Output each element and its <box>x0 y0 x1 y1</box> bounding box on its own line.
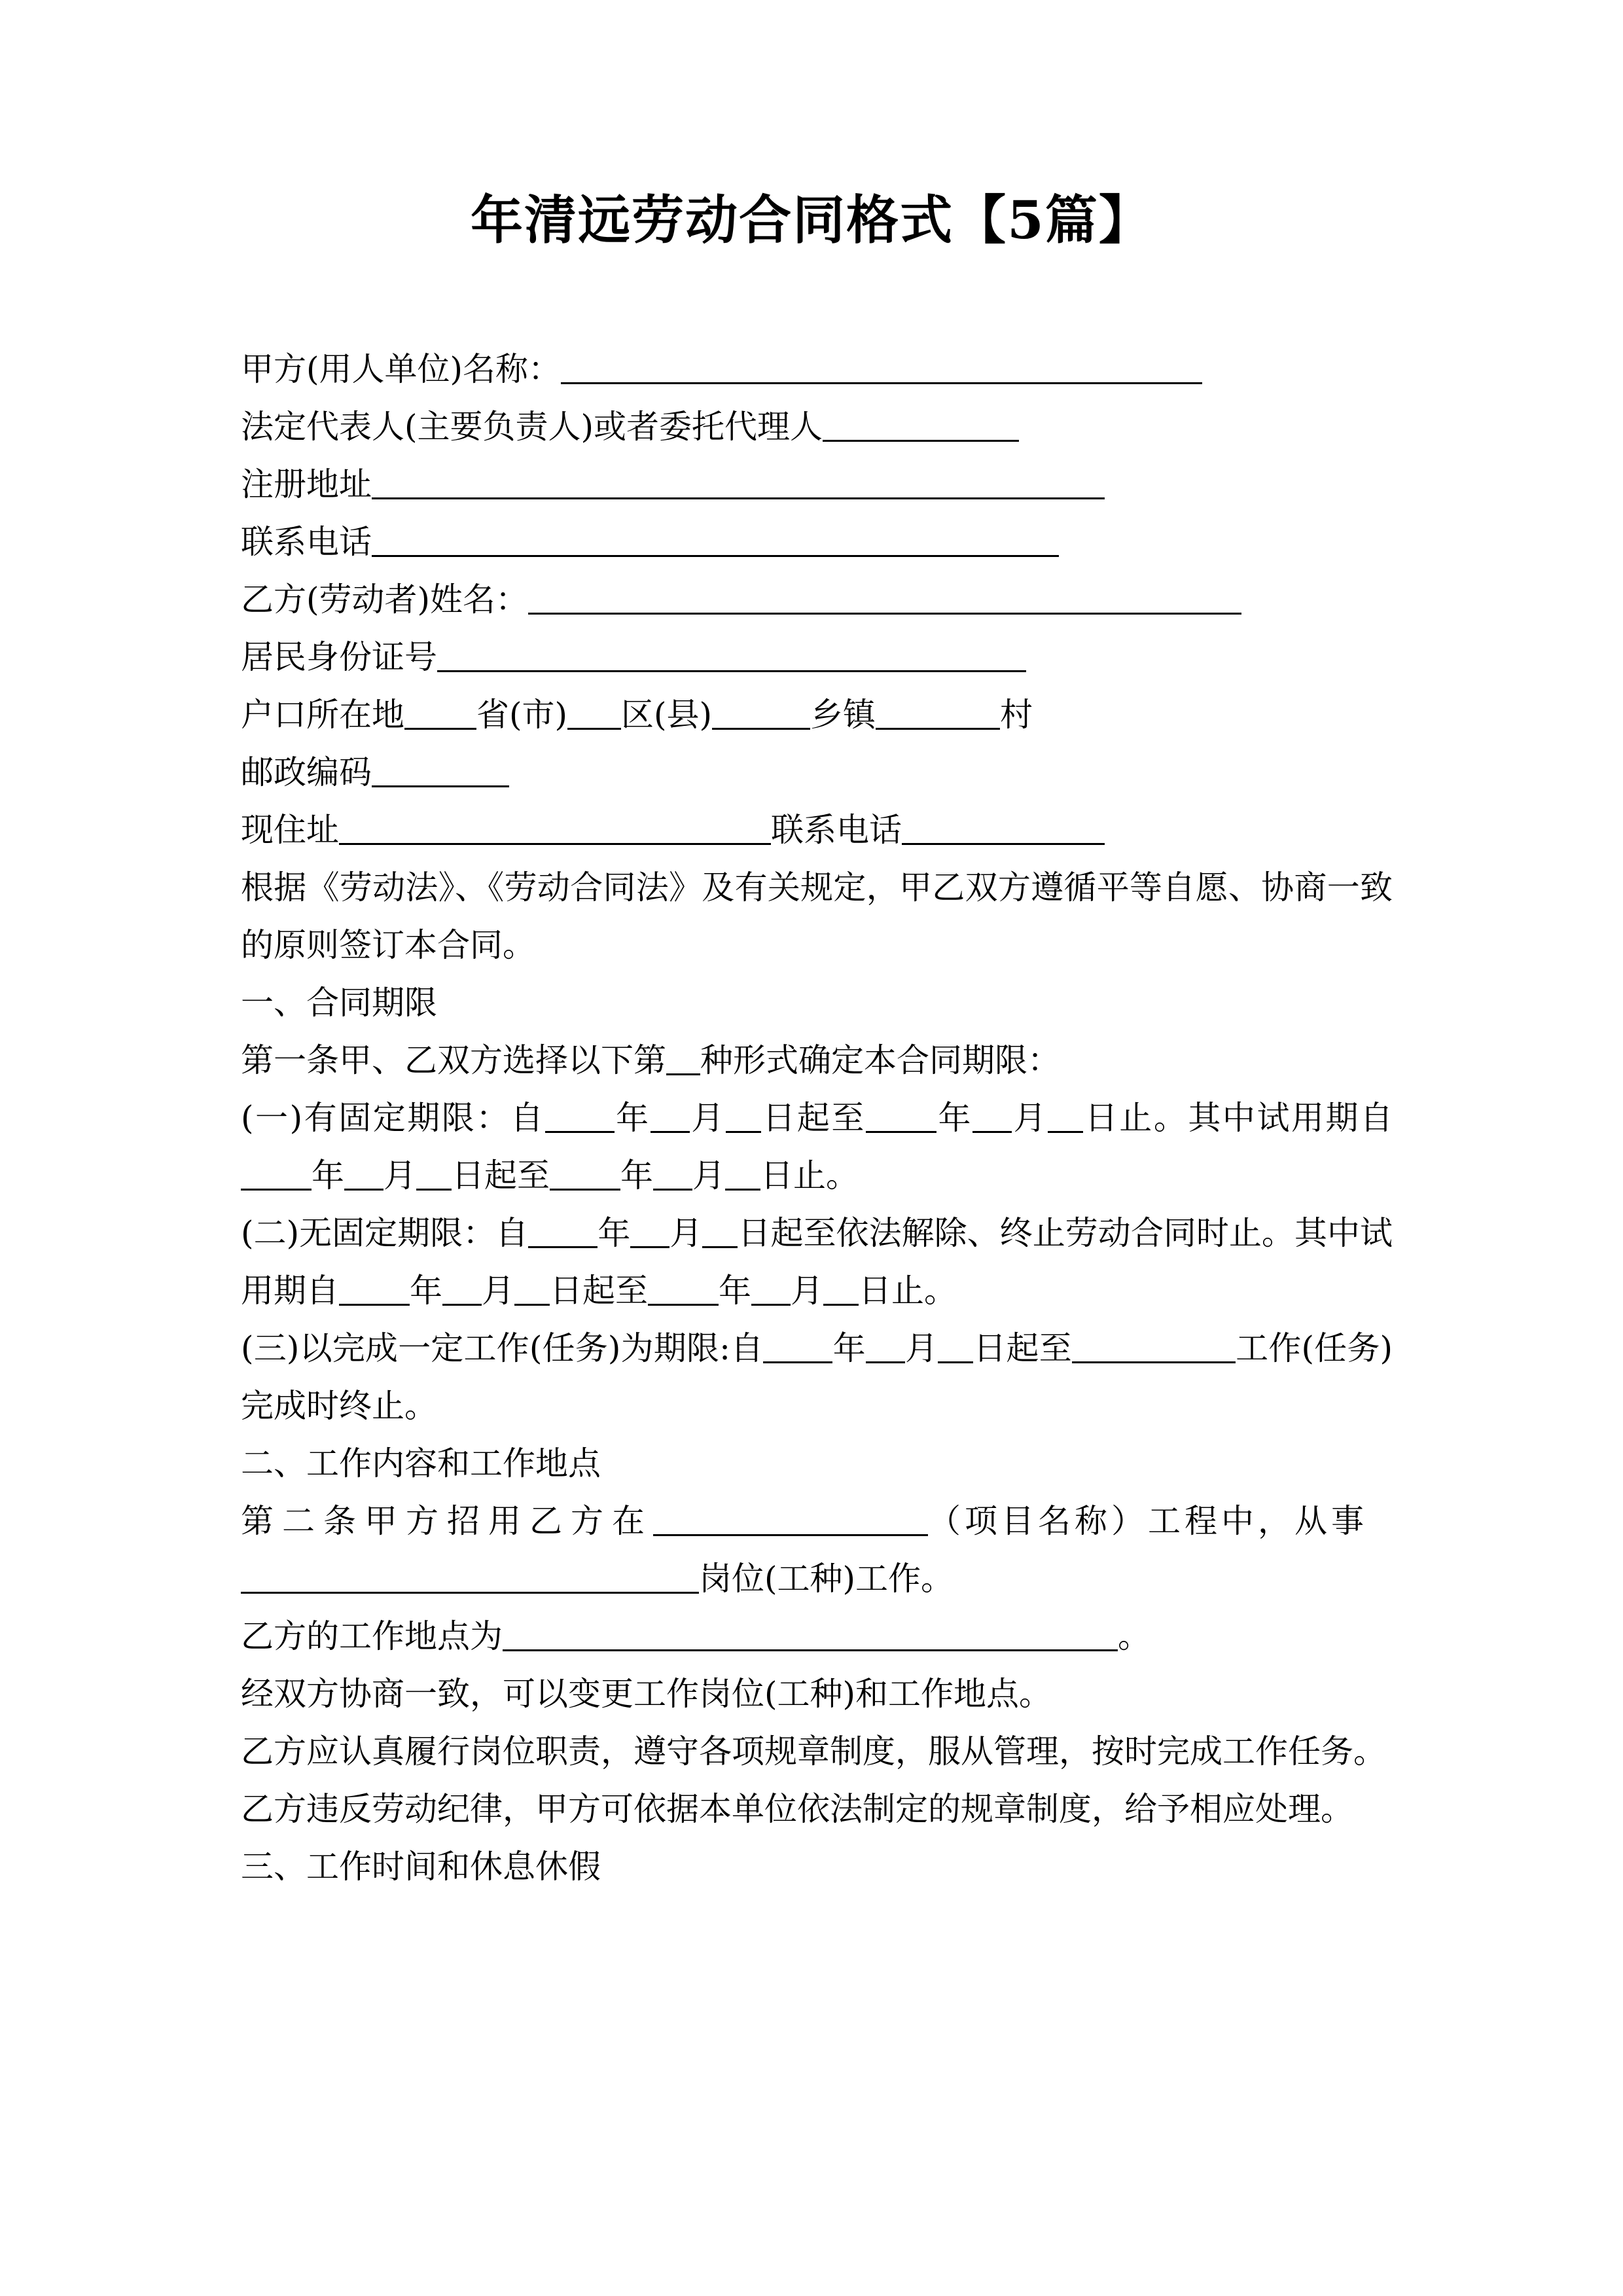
field-legal-representative <box>241 398 1393 456</box>
item-two-blank-day-start[interactable] <box>702 1224 738 1248</box>
paragraph-discipline: 乙方违反劳动纪律，甲方可依据本单位依法制定的规章制度，给予相应处理。 <box>241 1790 1353 1828</box>
item-two-t9: 年 <box>719 1272 751 1310</box>
field-blank[interactable] <box>561 360 1202 384</box>
item-one-blank-day-end[interactable] <box>1048 1109 1083 1133</box>
item-one-t4: 日起至 <box>760 1099 866 1137</box>
field-label: 联系电话 <box>241 523 372 561</box>
field-registered-address <box>241 456 1393 513</box>
item-one-blank-month-end[interactable] <box>972 1109 1012 1133</box>
workplace-label: 乙方的工作地点为 <box>241 1617 503 1655</box>
field-party-b-name <box>241 571 1393 628</box>
item-two-t3: 月 <box>669 1214 703 1252</box>
clause-one-text-b: 种形式确定本合同期限： <box>700 1041 1060 1079</box>
item-three-t5: 工作(任 <box>1235 1329 1347 1367</box>
item-one-blank-probation-month-end[interactable] <box>653 1166 692 1191</box>
current-address-blank[interactable] <box>339 821 771 845</box>
item-two-blank-year-start[interactable] <box>528 1224 597 1248</box>
item-three-t6: 务)完成时终止。 <box>241 1329 1393 1425</box>
item-three-prefix: (三)以完成一定工作(任务)为期限: <box>241 1329 731 1367</box>
item-two-t4: 日起至依法解除、终止劳动合同时止。其中试 <box>738 1214 1393 1252</box>
field-party-a-name <box>241 340 1393 398</box>
item-one-prefix: (一)有固定期限 <box>241 1099 476 1137</box>
current-address-label: 现住址 <box>241 811 339 849</box>
item-one-t12: 月 <box>692 1157 725 1194</box>
paragraph-duties: 乙方应认真履行岗位职责，遵守各项规章制度，服从管理，按时完成工作任务。 <box>241 1732 1386 1770</box>
field-blank[interactable] <box>372 533 1059 557</box>
item-one-t10: 日起至 <box>452 1157 550 1194</box>
clause-two-blank-position[interactable] <box>241 1570 699 1594</box>
clause-item-three <box>241 1319 1393 1435</box>
item-two-blank-probation-month-end[interactable] <box>751 1282 791 1306</box>
item-two-colon: ： <box>463 1214 496 1252</box>
section-heading-one: 一、合同期限 <box>241 984 437 1022</box>
household-blank-district[interactable] <box>567 706 621 730</box>
clause-one <box>241 1031 1393 1089</box>
field-label: 邮政编码 <box>241 753 372 791</box>
item-two-t8: 日起至 <box>550 1272 648 1310</box>
item-one-blank-probation-day-start[interactable] <box>416 1166 452 1191</box>
item-one-colon: ： <box>476 1099 510 1137</box>
household-blank-province[interactable] <box>404 706 476 730</box>
field-label: 甲方(用人单位)名称： <box>241 350 562 388</box>
item-two-t7: 月 <box>482 1272 514 1310</box>
item-one-t9: 月 <box>383 1157 416 1194</box>
section-heading-two: 二、工作内容和工作地点 <box>241 1444 601 1482</box>
item-three-t2: 年 <box>832 1329 866 1367</box>
item-two-blank-month-start[interactable] <box>630 1224 669 1248</box>
field-blank[interactable] <box>528 590 1241 615</box>
item-two-blank-probation-year-start[interactable] <box>339 1282 410 1306</box>
item-one-blank-probation-day-end[interactable] <box>725 1166 760 1191</box>
item-one-t7: 日止。其中试用期自 <box>1083 1099 1393 1137</box>
household-seg-district: 区(县) <box>621 696 713 734</box>
item-three-blank-year[interactable] <box>763 1339 832 1363</box>
workplace-period: 。 <box>1118 1617 1150 1655</box>
field-blank[interactable] <box>437 648 1026 672</box>
item-two-t5: 用期自 <box>241 1272 339 1310</box>
clause-two-text-c: 岗位(工种)工作。 <box>699 1560 954 1598</box>
item-two-t10: 月 <box>791 1272 823 1310</box>
item-three-t4: 日起至 <box>973 1329 1072 1367</box>
clause-two-line2 <box>241 1550 1393 1607</box>
item-one-t2: 年 <box>614 1099 651 1137</box>
paragraph-change-position: 经双方协商一致，可以变更工作岗位(工种)和工作地点。 <box>241 1675 1052 1713</box>
field-label: 乙方(劳动者)姓名： <box>241 581 529 619</box>
item-one-t13: 日止。 <box>760 1157 859 1194</box>
item-one-t11: 年 <box>620 1157 653 1194</box>
item-three-t3: 月 <box>904 1329 938 1367</box>
clause-two-text-b: （项目名称）工程中，从事 <box>928 1502 1368 1540</box>
field-label: 居民身份证号 <box>241 638 437 676</box>
item-one-blank-day-start[interactable] <box>726 1109 761 1133</box>
clause-one-text-a: 第一条甲、乙双方选择以下第 <box>241 1041 666 1079</box>
item-three-blank-day[interactable] <box>938 1339 973 1363</box>
field-id-number <box>241 628 1393 686</box>
document-body <box>241 340 1393 1895</box>
clause-two-line1 <box>241 1492 1393 1550</box>
section-heading-three: 三、工作时间和休息休假 <box>241 1848 601 1886</box>
clause-item-one <box>241 1089 1393 1204</box>
item-three-blank-month[interactable] <box>866 1339 905 1363</box>
field-phone-a <box>241 513 1393 571</box>
household-blank-township[interactable] <box>712 706 810 730</box>
item-one-t8: 年 <box>312 1157 344 1194</box>
clause-two-blank-project[interactable] <box>653 1512 928 1536</box>
item-one-blank-month-start[interactable] <box>651 1109 690 1133</box>
item-two-t2: 年 <box>597 1214 631 1252</box>
household-label: 户口所在地 <box>241 696 404 734</box>
field-blank[interactable] <box>372 475 1105 499</box>
item-two-blank-probation-day-start[interactable] <box>514 1282 550 1306</box>
field-blank[interactable] <box>823 418 1019 442</box>
page-title: 年清远劳动合同格式【5篇】 <box>471 189 1152 251</box>
item-two-t11: 日止。 <box>859 1272 957 1310</box>
item-two-blank-probation-month-start[interactable] <box>442 1282 482 1306</box>
household-seg-province: 省(市) <box>476 696 568 734</box>
field-postal-code <box>241 744 1393 801</box>
phone-b-label: 联系电话 <box>771 811 902 849</box>
field-current-address <box>241 801 1393 859</box>
item-two-blank-probation-year-end[interactable] <box>648 1282 719 1306</box>
household-seg-village: 村 <box>1000 696 1033 734</box>
item-three-blank-task[interactable] <box>1072 1339 1236 1363</box>
clause-two-text-a: 第二条甲方招用乙方在 <box>241 1502 653 1540</box>
workplace-blank[interactable] <box>503 1627 1118 1651</box>
item-one-t6: 月 <box>1012 1099 1048 1137</box>
item-one-t1: 自 <box>510 1099 545 1137</box>
item-three-t1: 自 <box>730 1329 764 1367</box>
field-label: 法定代表人(主要负责人)或者委托代理人 <box>241 408 823 446</box>
item-one-blank-probation-month-start[interactable] <box>344 1166 383 1191</box>
item-two-t1: 自 <box>495 1214 529 1252</box>
phone-b-blank[interactable] <box>902 821 1105 845</box>
household-blank-village[interactable] <box>876 706 1000 730</box>
field-blank[interactable] <box>372 763 509 787</box>
clause-item-two <box>241 1204 1393 1319</box>
item-one-blank-probation-year-start[interactable] <box>241 1166 312 1191</box>
field-household-registration <box>241 686 1393 744</box>
household-seg-township: 乡镇 <box>810 696 876 734</box>
workplace-line <box>241 1607 1393 1665</box>
field-label: 注册地址 <box>241 465 372 503</box>
clause-one-blank[interactable] <box>666 1051 700 1075</box>
item-two-prefix: (二)无固定期限 <box>241 1214 463 1252</box>
item-one-blank-year-start[interactable] <box>545 1109 615 1133</box>
item-two-t6: 年 <box>410 1272 442 1310</box>
item-one-blank-year-end[interactable] <box>866 1109 936 1133</box>
item-one-blank-probation-year-end[interactable] <box>550 1166 620 1191</box>
item-one-t3: 月 <box>689 1099 726 1137</box>
preamble-paragraph: 根据《劳动法》、《劳动合同法》及有关规定，甲乙双方遵循平等自愿、协商一致的原则签订本合同。 <box>241 869 1393 964</box>
item-two-blank-probation-day-end[interactable] <box>823 1282 859 1306</box>
item-one-t5: 年 <box>936 1099 973 1137</box>
